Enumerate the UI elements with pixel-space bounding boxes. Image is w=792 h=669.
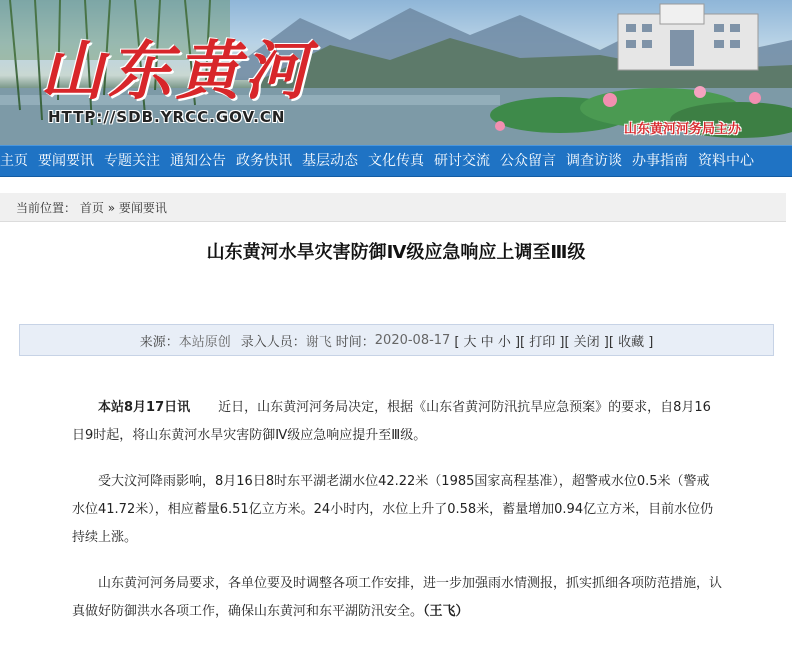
time-value: 2020-08-17: [374, 332, 451, 348]
sponsor-label: 山东黄河河务局主办: [624, 122, 742, 137]
source-label: 来源：: [139, 334, 179, 350]
nav-item-notices[interactable]: 通知公告: [170, 153, 226, 169]
article-lead: 本站8月17日讯: [98, 400, 191, 415]
article-author: （王飞）: [423, 604, 469, 619]
article-title: 山东黄河水旱灾害防御Ⅳ级应急响应上调至Ⅲ级: [206, 242, 586, 263]
main-nav: [0, 145, 792, 177]
nav-item-home[interactable]: 主页: [0, 153, 28, 169]
nav-item-guide[interactable]: 办事指南: [632, 153, 688, 169]
article-paragraph-2: 受大汶河降雨影响，8月16日8时东平湖老湖水位42.22米（1985国家高程基准），超警戒水位0.5米（警戒水位41.72米），相应蓄量6.51亿立方米。24小时内，水位上升了0.58米，蓄量增加0.94亿立方米，目前水位仍持续上涨。: [72, 474, 714, 545]
nav-item-culture[interactable]: 文化传真: [368, 153, 424, 169]
breadcrumb-current-link[interactable]: 要闻要讯: [118, 200, 167, 215]
print-link[interactable]: [ 打印 ]: [520, 334, 565, 350]
breadcrumb-home-link[interactable]: 首页: [79, 200, 104, 215]
nav-item-gov-news[interactable]: 政务快讯: [236, 153, 292, 169]
nav-item-interviews[interactable]: 调查访谈: [566, 153, 622, 169]
nav-item-local-news[interactable]: 基层动态: [302, 153, 358, 169]
article-paragraph: [72, 570, 722, 626]
article-body: [72, 394, 722, 626]
site-url: HTTP://SDB.YRCC.GOV.CN: [48, 108, 286, 126]
nav-item-resources[interactable]: 资料中心: [698, 153, 754, 169]
nav-item-topics[interactable]: 专题关注: [104, 153, 160, 169]
article-paragraph: [72, 394, 722, 450]
breadcrumb: [0, 193, 786, 222]
font-size-control[interactable]: [ 大 中 小 ]: [454, 334, 521, 350]
editor-value: 谢飞: [305, 334, 332, 350]
source-value: 本站原创: [178, 334, 231, 350]
nav-item-discussion[interactable]: 研讨交流: [434, 153, 490, 169]
editor-label: 录入人员：: [240, 334, 306, 350]
article-paragraph-1-text: 近日，山东黄河河务局决定，根据《山东省黄河防汛抗旱应急预案》的要求，自8月16日9时起，将山东黄河水旱灾害防御Ⅳ级应急响应提升至Ⅲ级。: [72, 400, 711, 443]
article-meta-bar: [19, 324, 774, 356]
close-link[interactable]: [ 关闭 ]: [564, 334, 609, 350]
time-label: 时间：: [335, 334, 375, 350]
nav-item-news[interactable]: 要闻要讯: [38, 153, 94, 169]
breadcrumb-prefix: 当前位置：: [16, 200, 77, 215]
breadcrumb-separator: »: [107, 200, 116, 215]
header-banner: [0, 0, 792, 145]
favorite-link[interactable]: [ 收藏 ]: [608, 334, 654, 350]
site-logo[interactable]: 山东黄河: [40, 34, 312, 109]
article-paragraph-3-text: 山东黄河河务局要求，各单位要及时调整各项工作安排，进一步加强雨水情测报，抓实抓细各项防范措施，认真做好防御洪水各项工作，确保山东黄河和东平湖防汛安全。: [72, 576, 723, 619]
nav-item-messages[interactable]: 公众留言: [500, 153, 556, 169]
